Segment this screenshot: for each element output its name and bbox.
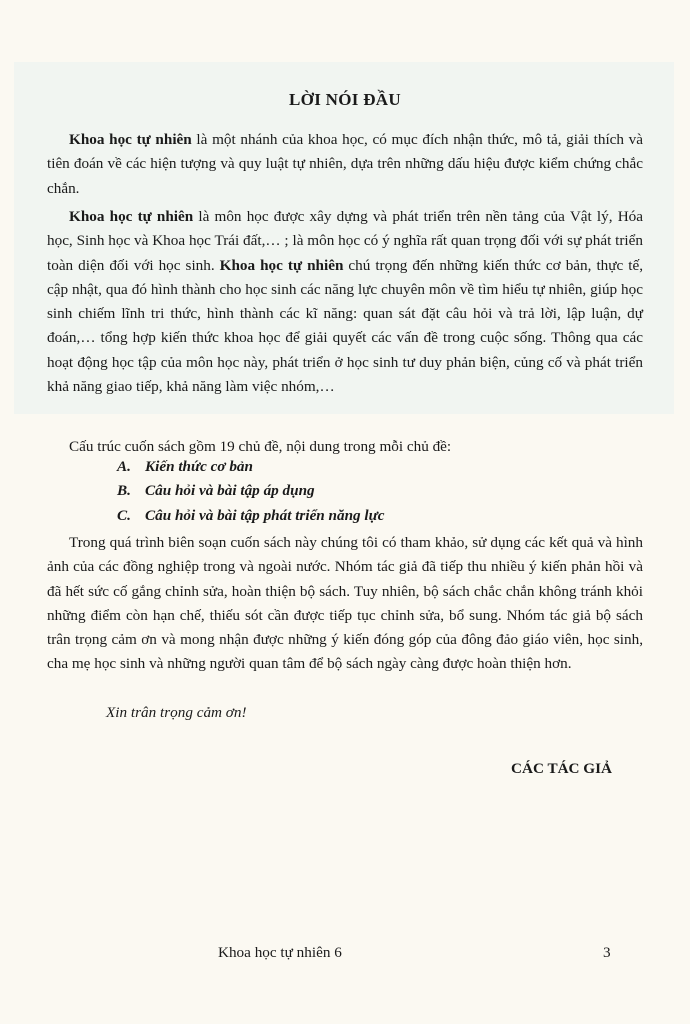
intro-paragraph-1 bbox=[47, 128, 643, 201]
structure-intro: Cấu trúc cuốn sách gồm 19 chủ đề, nội dung trong mỗi chủ đề: bbox=[69, 438, 452, 455]
intro-paragraph-2 bbox=[47, 205, 643, 399]
list-item: B. Câu hỏi và bài tập áp dụng bbox=[117, 482, 315, 500]
page-number: 3 bbox=[603, 944, 611, 961]
page-title: LỜI NÓI ĐẦU bbox=[289, 90, 401, 109]
authors-signature: CÁC TÁC GIẢ bbox=[511, 760, 612, 777]
thanks-line: Xin trân trọng cảm ơn! bbox=[106, 704, 247, 721]
intro-bold-term: Khoa học tự nhiên bbox=[69, 208, 194, 225]
intro-text: chú trọng đến những kiến thức cơ bản, thực tế, cập nhật, qua đó hình thành cho học sinh các năng lực chuyên môn về tìm hiểu tự nhiên, giúp học sinh chiếm lĩnh tri thức, hình thành các kĩ năng: quan sát đặt câu hỏi và trả lời, lập luận, dự đoán,… tổng hợp kiến thức khoa học để giải quyết các vấn đề trong cuộc sống. Thông qua các hoạt động học tập của môn học này, phát triển ở học sinh tư duy phản biện, củng cố và phát triển khả năng giao tiếp, khả năng làm việc nhóm,… bbox=[47, 256, 643, 396]
structure-list bbox=[117, 455, 385, 528]
footer-book-title: Khoa học tự nhiên 6 bbox=[218, 944, 342, 961]
list-item: C. Câu hỏi và bài tập phát triển năng lực bbox=[117, 506, 385, 524]
list-item: A. Kiến thức cơ bản bbox=[117, 458, 253, 475]
intro-text: là một nhánh của khoa học, có mục đích nhận thức, mô tả, giải thích và tiên đoán về các hiện tượng và quy luật tự nhiên, dựa trên những dấu hiệu được kiểm chứng chắc chắn. bbox=[47, 131, 644, 197]
intro-bold-term: Khoa học tự nhiên bbox=[69, 131, 192, 148]
intro-text: là môn học được xây dựng và phát triển trên nền tảng của Vật lý, Hóa học, Sinh học và Khoa học Trái đất,… ; là môn học có ý nghĩa rất quan trọng đối với sự phát triển toàn diện đối với học sinh. bbox=[47, 208, 644, 274]
closing-paragraph: Trong quá trình biên soạn cuốn sách này chúng tôi có tham khảo, sử dụng các kết quả và hình ảnh của các đồng nghiệp trong và ngoài nước. Nhóm tác giả đã tiếp thu nhiều ý kiến phản hồi và đã hết sức cố gắng chỉnh sửa, hoàn thiện bộ sách. Tuy nhiên, bộ sách chắc chắn không tránh khỏi những điểm còn hạn chế, thiếu sót cần được tiếp tục chỉnh sửa, bổ sung. Nhóm tác giả bộ sách trân trọng cảm ơn và mong nhận được những ý kiến đóng góp của đông đảo giáo viên, học sinh, cha mẹ học sinh và những người quan tâm để bộ sách ngày càng được hoàn thiện hơn. bbox=[47, 534, 643, 673]
intro-bold-term: Khoa học tự nhiên bbox=[219, 256, 344, 274]
